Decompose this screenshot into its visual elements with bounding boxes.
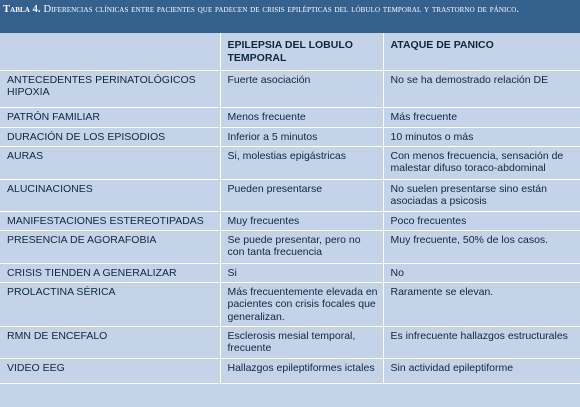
table-row	[0, 127, 580, 146]
table-row	[0, 146, 580, 179]
panico-cell: 10 minutos o más	[383, 127, 580, 146]
panico-cell: Es infrecuente hallazgos estructurales	[383, 326, 580, 358]
panico-cell: Raramente se elevan.	[383, 282, 580, 326]
epilepsia-cell: Inferior a 5 minutos	[220, 127, 383, 146]
table-row	[0, 230, 580, 263]
header-cell-empty	[0, 33, 220, 70]
table-row	[0, 211, 580, 230]
epilepsia-cell: Pueden presentarse	[220, 179, 383, 211]
epilepsia-cell: Más frecuentemente elevada en pacientes con crisis focales que generalizan.	[220, 282, 383, 326]
table-row	[0, 326, 580, 358]
panico-cell: Más frecuente	[383, 107, 580, 127]
caption-label: Tabla 4.	[3, 4, 41, 15]
epilepsia-cell: Hallazgos epileptiformes ictales	[220, 358, 383, 383]
header-cell-epilepsia: EPILEPSIA DEL LOBULO TEMPORAL	[220, 33, 383, 70]
table-row	[0, 70, 580, 107]
row-label-cell: RMN DE ENCEFALO	[0, 326, 220, 358]
caption-text: Diferencias clínicas entre pacientes que padecen de crisis epilépticas del lóbulo temporal y trastorno de pánico.	[43, 4, 520, 15]
row-label-cell: PRESENCIA DE AGORAFOBIA	[0, 230, 220, 263]
row-label-cell: VIDEO EEG	[0, 358, 220, 383]
row-label-cell: PATRÓN FAMILIAR	[0, 107, 220, 127]
row-label-cell: PROLACTINA SÉRICA	[0, 282, 220, 326]
row-label-cell: MANIFESTACIONES ESTEREOTIPADAS	[0, 211, 220, 230]
table-row	[0, 358, 580, 383]
table-caption	[0, 0, 580, 33]
header-row	[0, 33, 580, 70]
panico-cell: Con menos frecuencia, sensación de malestar difuso toraco-abdominal	[383, 146, 580, 179]
row-label-cell: ALUCINACIONES	[0, 179, 220, 211]
table-row	[0, 107, 580, 127]
table-row	[0, 179, 580, 211]
table-row	[0, 263, 580, 282]
panico-cell: Muy frecuente, 50% de los casos.	[383, 230, 580, 263]
panico-cell: Sin actividad epileptiforme	[383, 358, 580, 383]
panico-cell: Poco frecuentes	[383, 211, 580, 230]
panico-cell: No se ha demostrado relación DE	[383, 70, 580, 107]
table-row	[0, 282, 580, 326]
epilepsia-cell: Fuerte asociación	[220, 70, 383, 107]
row-label-cell: ANTECEDENTES PERINATOLÓGICOS HIPOXIA	[0, 70, 220, 107]
epilepsia-cell: Si	[220, 263, 383, 282]
row-label-cell: CRISIS TIENDEN A GENERALIZAR	[0, 263, 220, 282]
epilepsia-cell: Esclerosis mesial temporal, frecuente	[220, 326, 383, 358]
epilepsia-cell: Si, molestias epigástricas	[220, 146, 383, 179]
comparison-table	[0, 33, 580, 407]
header-cell-panico: ATAQUE DE PANICO	[383, 33, 580, 70]
panico-cell: No	[383, 263, 580, 282]
epilepsia-cell: Menos frecuente	[220, 107, 383, 127]
row-label-cell: DURACIÓN DE LOS EPISODIOS	[0, 127, 220, 146]
epilepsia-cell: Se puede presentar, pero no con tanta frecuencia	[220, 230, 383, 263]
epilepsia-cell: Muy frecuentes	[220, 211, 383, 230]
panico-cell: No suelen presentarse sino están asociadas a psicosis	[383, 179, 580, 211]
row-label-cell: AURAS	[0, 146, 220, 179]
